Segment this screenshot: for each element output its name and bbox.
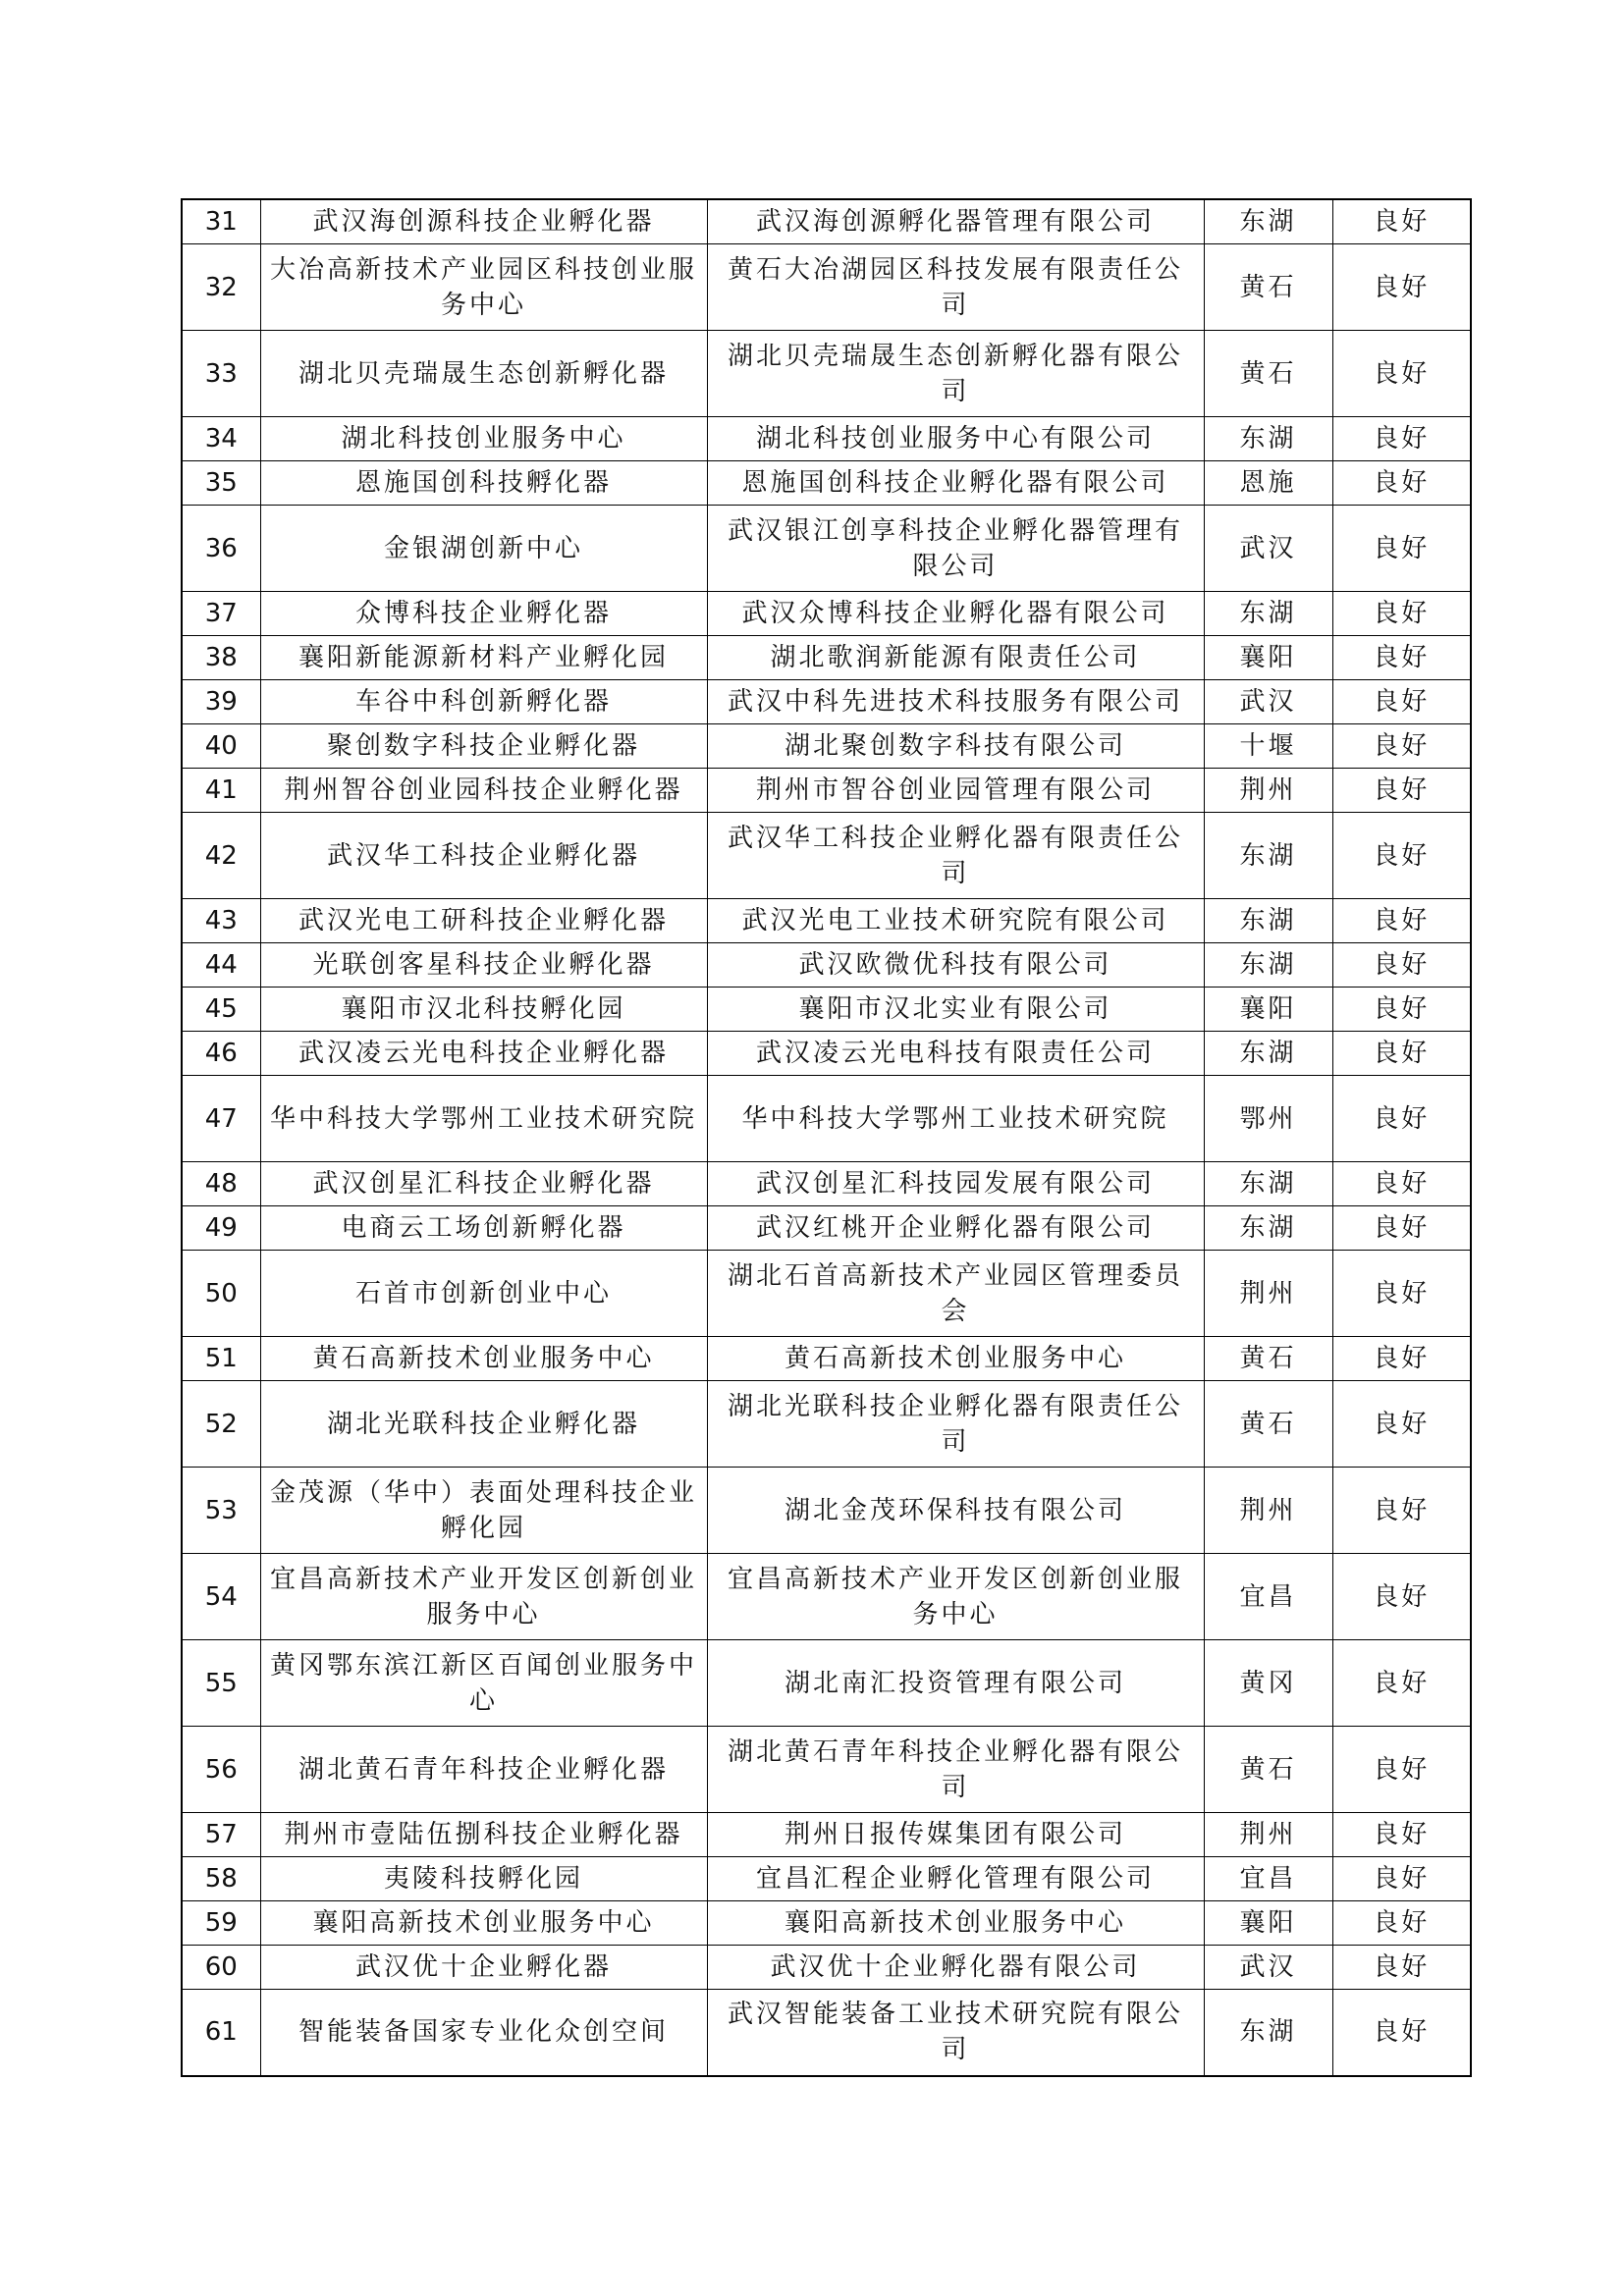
operating-company-cell: 湖北石首高新技术产业园区管理委员会 (707, 1251, 1204, 1337)
evaluation-rating-cell: 良好 (1332, 1206, 1471, 1251)
table-body (182, 199, 1471, 2076)
incubator-name-cell: 武汉海创源科技企业孵化器 (260, 199, 707, 244)
table-row (182, 1381, 1471, 1468)
region-cell: 襄阳 (1204, 1901, 1332, 1946)
operating-company-cell: 武汉中科先进技术科技服务有限公司 (707, 680, 1204, 724)
operating-company-cell: 湖北光联科技企业孵化器有限责任公司 (707, 1381, 1204, 1468)
row-number-cell: 44 (182, 943, 260, 988)
operating-company-cell: 湖北科技创业服务中心有限公司 (707, 417, 1204, 461)
incubator-name-cell: 恩施国创科技孵化器 (260, 461, 707, 506)
operating-company-cell: 武汉光电工业技术研究院有限公司 (707, 899, 1204, 943)
evaluation-rating-cell: 良好 (1332, 1990, 1471, 2076)
table-row (182, 813, 1471, 899)
table-row (182, 1206, 1471, 1251)
region-cell: 黄冈 (1204, 1640, 1332, 1727)
region-cell: 荆州 (1204, 1813, 1332, 1857)
operating-company-cell: 武汉银江创享科技企业孵化器管理有限公司 (707, 506, 1204, 592)
region-cell: 武汉 (1204, 506, 1332, 592)
region-cell: 东湖 (1204, 199, 1332, 244)
incubator-name-cell: 武汉光电工研科技企业孵化器 (260, 899, 707, 943)
region-cell: 黄石 (1204, 1727, 1332, 1813)
operating-company-cell: 湖北贝壳瑞晟生态创新孵化器有限公司 (707, 331, 1204, 417)
table-row (182, 1468, 1471, 1554)
evaluation-rating-cell: 良好 (1332, 331, 1471, 417)
operating-company-cell: 宜昌汇程企业孵化管理有限公司 (707, 1857, 1204, 1901)
incubator-name-cell: 金茂源（华中）表面处理科技企业孵化园 (260, 1468, 707, 1554)
incubator-name-cell: 武汉优十企业孵化器 (260, 1946, 707, 1990)
table-row (182, 331, 1471, 417)
operating-company-cell: 黄石高新技术创业服务中心 (707, 1337, 1204, 1381)
operating-company-cell: 武汉创星汇科技园发展有限公司 (707, 1162, 1204, 1206)
evaluation-rating-cell: 良好 (1332, 199, 1471, 244)
table-row (182, 417, 1471, 461)
table-row (182, 1990, 1471, 2076)
incubator-name-cell: 宜昌高新技术产业开发区创新创业服务中心 (260, 1554, 707, 1640)
incubator-name-cell: 湖北光联科技企业孵化器 (260, 1381, 707, 1468)
row-number-cell: 58 (182, 1857, 260, 1901)
row-number-cell: 57 (182, 1813, 260, 1857)
region-cell: 东湖 (1204, 417, 1332, 461)
region-cell: 东湖 (1204, 1162, 1332, 1206)
table-row (182, 1162, 1471, 1206)
operating-company-cell: 武汉优十企业孵化器有限公司 (707, 1946, 1204, 1990)
table-row (182, 461, 1471, 506)
region-cell: 武汉 (1204, 680, 1332, 724)
table-row (182, 506, 1471, 592)
row-number-cell: 45 (182, 988, 260, 1032)
evaluation-rating-cell: 良好 (1332, 1946, 1471, 1990)
evaluation-rating-cell: 良好 (1332, 1468, 1471, 1554)
row-number-cell: 53 (182, 1468, 260, 1554)
row-number-cell: 54 (182, 1554, 260, 1640)
region-cell: 恩施 (1204, 461, 1332, 506)
table-row (182, 1251, 1471, 1337)
incubator-name-cell: 荆州市壹陆伍捌科技企业孵化器 (260, 1813, 707, 1857)
incubator-name-cell: 襄阳市汉北科技孵化园 (260, 988, 707, 1032)
region-cell: 黄石 (1204, 331, 1332, 417)
region-cell: 东湖 (1204, 1990, 1332, 2076)
incubator-name-cell: 湖北黄石青年科技企业孵化器 (260, 1727, 707, 1813)
evaluation-rating-cell: 良好 (1332, 943, 1471, 988)
operating-company-cell: 湖北金茂环保科技有限公司 (707, 1468, 1204, 1554)
incubator-name-cell: 光联创客星科技企业孵化器 (260, 943, 707, 988)
evaluation-rating-cell: 良好 (1332, 1554, 1471, 1640)
region-cell: 襄阳 (1204, 636, 1332, 680)
table-row (182, 1076, 1471, 1162)
region-cell: 东湖 (1204, 899, 1332, 943)
row-number-cell: 47 (182, 1076, 260, 1162)
row-number-cell: 61 (182, 1990, 260, 2076)
evaluation-rating-cell: 良好 (1332, 1901, 1471, 1946)
table-row (182, 1032, 1471, 1076)
region-cell: 鄂州 (1204, 1076, 1332, 1162)
incubator-name-cell: 襄阳高新技术创业服务中心 (260, 1901, 707, 1946)
evaluation-rating-cell: 良好 (1332, 769, 1471, 813)
incubator-name-cell: 金银湖创新中心 (260, 506, 707, 592)
evaluation-rating-cell: 良好 (1332, 1251, 1471, 1337)
region-cell: 武汉 (1204, 1946, 1332, 1990)
row-number-cell: 32 (182, 244, 260, 331)
row-number-cell: 46 (182, 1032, 260, 1076)
row-number-cell: 55 (182, 1640, 260, 1727)
operating-company-cell: 武汉智能装备工业技术研究院有限公司 (707, 1990, 1204, 2076)
region-cell: 黄石 (1204, 1337, 1332, 1381)
row-number-cell: 49 (182, 1206, 260, 1251)
operating-company-cell: 武汉红桃开企业孵化器有限公司 (707, 1206, 1204, 1251)
table-row (182, 988, 1471, 1032)
operating-company-cell: 宜昌高新技术产业开发区创新创业服务中心 (707, 1554, 1204, 1640)
operating-company-cell: 湖北聚创数字科技有限公司 (707, 724, 1204, 769)
operating-company-cell: 武汉海创源孵化器管理有限公司 (707, 199, 1204, 244)
incubator-name-cell: 黄石高新技术创业服务中心 (260, 1337, 707, 1381)
operating-company-cell: 襄阳高新技术创业服务中心 (707, 1901, 1204, 1946)
row-number-cell: 56 (182, 1727, 260, 1813)
region-cell: 东湖 (1204, 943, 1332, 988)
incubator-name-cell: 众博科技企业孵化器 (260, 592, 707, 636)
incubator-name-cell: 夷陵科技孵化园 (260, 1857, 707, 1901)
region-cell: 东湖 (1204, 592, 1332, 636)
row-number-cell: 43 (182, 899, 260, 943)
region-cell: 十堰 (1204, 724, 1332, 769)
evaluation-rating-cell: 良好 (1332, 1727, 1471, 1813)
table-row (182, 1554, 1471, 1640)
incubator-name-cell: 武汉创星汇科技企业孵化器 (260, 1162, 707, 1206)
region-cell: 黄石 (1204, 244, 1332, 331)
evaluation-rating-cell: 良好 (1332, 1337, 1471, 1381)
region-cell: 东湖 (1204, 1032, 1332, 1076)
evaluation-rating-cell: 良好 (1332, 506, 1471, 592)
evaluation-rating-cell: 良好 (1332, 680, 1471, 724)
row-number-cell: 31 (182, 199, 260, 244)
operating-company-cell: 武汉欧微优科技有限公司 (707, 943, 1204, 988)
operating-company-cell: 湖北黄石青年科技企业孵化器有限公司 (707, 1727, 1204, 1813)
evaluation-rating-cell: 良好 (1332, 899, 1471, 943)
table-row (182, 244, 1471, 331)
table-row (182, 943, 1471, 988)
incubator-name-cell: 大冶高新技术产业园区科技创业服务中心 (260, 244, 707, 331)
evaluation-rating-cell: 良好 (1332, 813, 1471, 899)
operating-company-cell: 武汉华工科技企业孵化器有限责任公司 (707, 813, 1204, 899)
table-row (182, 636, 1471, 680)
operating-company-cell: 华中科技大学鄂州工业技术研究院 (707, 1076, 1204, 1162)
evaluation-rating-cell: 良好 (1332, 1076, 1471, 1162)
row-number-cell: 38 (182, 636, 260, 680)
row-number-cell: 37 (182, 592, 260, 636)
evaluation-rating-cell: 良好 (1332, 1640, 1471, 1727)
incubator-name-cell: 湖北贝壳瑞晟生态创新孵化器 (260, 331, 707, 417)
operating-company-cell: 恩施国创科技企业孵化器有限公司 (707, 461, 1204, 506)
table-row (182, 680, 1471, 724)
row-number-cell: 59 (182, 1901, 260, 1946)
incubator-name-cell: 车谷中科创新孵化器 (260, 680, 707, 724)
region-cell: 东湖 (1204, 1206, 1332, 1251)
row-number-cell: 33 (182, 331, 260, 417)
region-cell: 襄阳 (1204, 988, 1332, 1032)
operating-company-cell: 荆州日报传媒集团有限公司 (707, 1813, 1204, 1857)
row-number-cell: 36 (182, 506, 260, 592)
region-cell: 荆州 (1204, 1468, 1332, 1554)
incubator-name-cell: 武汉凌云光电科技企业孵化器 (260, 1032, 707, 1076)
evaluation-rating-cell: 良好 (1332, 988, 1471, 1032)
table-row (182, 1727, 1471, 1813)
table-row (182, 1813, 1471, 1857)
incubator-name-cell: 襄阳新能源新材料产业孵化园 (260, 636, 707, 680)
region-cell: 荆州 (1204, 769, 1332, 813)
table-row (182, 1640, 1471, 1727)
evaluation-rating-cell: 良好 (1332, 636, 1471, 680)
evaluation-rating-cell: 良好 (1332, 417, 1471, 461)
table-row (182, 1337, 1471, 1381)
evaluation-rating-cell: 良好 (1332, 1857, 1471, 1901)
evaluation-rating-cell: 良好 (1332, 724, 1471, 769)
incubator-name-cell: 石首市创新创业中心 (260, 1251, 707, 1337)
row-number-cell: 50 (182, 1251, 260, 1337)
row-number-cell: 39 (182, 680, 260, 724)
row-number-cell: 51 (182, 1337, 260, 1381)
region-cell: 宜昌 (1204, 1554, 1332, 1640)
incubator-name-cell: 电商云工场创新孵化器 (260, 1206, 707, 1251)
table-row (182, 1946, 1471, 1990)
incubator-name-cell: 黄冈鄂东滨江新区百闻创业服务中心 (260, 1640, 707, 1727)
table-row (182, 899, 1471, 943)
row-number-cell: 52 (182, 1381, 260, 1468)
operating-company-cell: 黄石大冶湖园区科技发展有限责任公司 (707, 244, 1204, 331)
incubator-name-cell: 华中科技大学鄂州工业技术研究院 (260, 1076, 707, 1162)
operating-company-cell: 武汉众博科技企业孵化器有限公司 (707, 592, 1204, 636)
region-cell: 黄石 (1204, 1381, 1332, 1468)
row-number-cell: 34 (182, 417, 260, 461)
evaluation-rating-cell: 良好 (1332, 1032, 1471, 1076)
operating-company-cell: 武汉凌云光电科技有限责任公司 (707, 1032, 1204, 1076)
region-cell: 荆州 (1204, 1251, 1332, 1337)
evaluation-rating-cell: 良好 (1332, 1381, 1471, 1468)
row-number-cell: 48 (182, 1162, 260, 1206)
region-cell: 宜昌 (1204, 1857, 1332, 1901)
incubator-name-cell: 荆州智谷创业园科技企业孵化器 (260, 769, 707, 813)
table-row (182, 769, 1471, 813)
row-number-cell: 41 (182, 769, 260, 813)
incubator-name-cell: 武汉华工科技企业孵化器 (260, 813, 707, 899)
table-row (182, 1857, 1471, 1901)
evaluation-rating-cell: 良好 (1332, 1813, 1471, 1857)
row-number-cell: 60 (182, 1946, 260, 1990)
region-cell: 东湖 (1204, 813, 1332, 899)
row-number-cell: 35 (182, 461, 260, 506)
table-row (182, 1901, 1471, 1946)
evaluation-rating-cell: 良好 (1332, 592, 1471, 636)
operating-company-cell: 湖北南汇投资管理有限公司 (707, 1640, 1204, 1727)
table-row (182, 199, 1471, 244)
operating-company-cell: 襄阳市汉北实业有限公司 (707, 988, 1204, 1032)
operating-company-cell: 荆州市智谷创业园管理有限公司 (707, 769, 1204, 813)
evaluation-rating-cell: 良好 (1332, 1162, 1471, 1206)
incubator-name-cell: 智能装备国家专业化众创空间 (260, 1990, 707, 2076)
table-row (182, 592, 1471, 636)
row-number-cell: 42 (182, 813, 260, 899)
row-number-cell: 40 (182, 724, 260, 769)
evaluation-rating-cell: 良好 (1332, 461, 1471, 506)
incubator-evaluation-table (181, 198, 1472, 2077)
evaluation-rating-cell: 良好 (1332, 244, 1471, 331)
incubator-name-cell: 湖北科技创业服务中心 (260, 417, 707, 461)
operating-company-cell: 湖北歌润新能源有限责任公司 (707, 636, 1204, 680)
incubator-name-cell: 聚创数字科技企业孵化器 (260, 724, 707, 769)
table-row (182, 724, 1471, 769)
